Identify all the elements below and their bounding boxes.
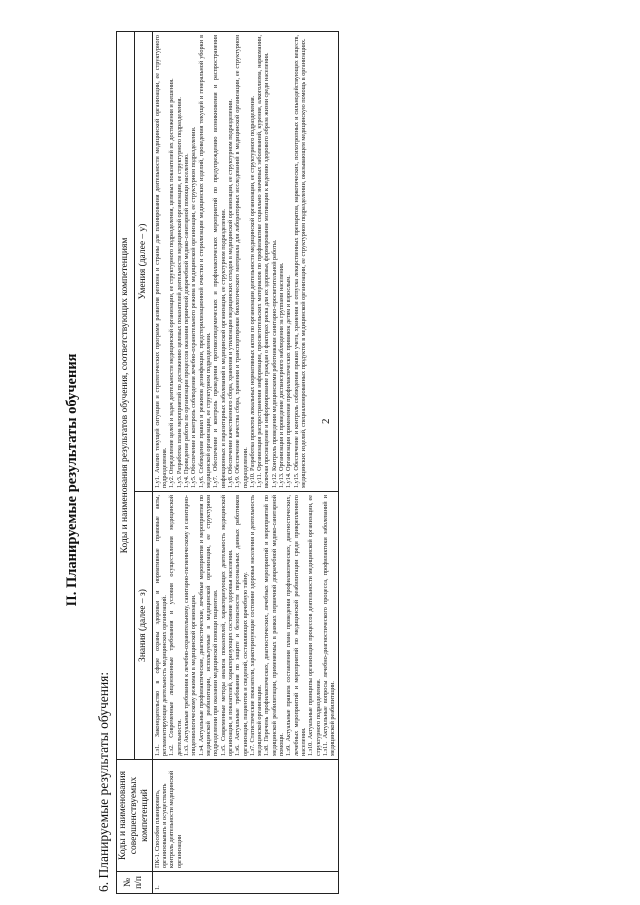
skill-item: 1.у9. Обеспечение качества сбора, хранения и транспортировки биологического материала для лабораторных исследований в медицинской организации, ее структурном подразделении. (234, 35, 249, 488)
knowledge-item: 1.з6. Актуальные требования по защите и безопасности персональных данных работников организации, пациентов и сведений, составляющих врачебную тайну. (234, 495, 249, 756)
skills-cell (152, 32, 338, 492)
knowledge-item: 1.з1. Законодательство в сфере охраны здоровья и нормативные правовые акты, регламентирующие деятельность медицинских организаций. (153, 495, 169, 756)
header-competence: Коды и наименования совершенствуемых компетенций (117, 760, 153, 872)
skill-item: 1.у11. Организация распространения информации, просветительских материалов по профилактике социально значимых заболеваний, курения, алкоголизма, наркомании, включая просвещение и информирование граждан о факторах риска для их здоровья, формирование мотивации к ведению здорового образа жизни среди населения. (256, 35, 271, 488)
skill-item: 1.у12. Контроль проведения медицинскими работниками санитарно-просветительной работы. (270, 239, 278, 488)
knowledge-item: 1.з3. Актуальные требования к лечебно-охранительному, санитарно-гигиеническому и санитарно-эпидемиологическому режимам в медицинской организации. (183, 495, 198, 756)
table-row (152, 32, 338, 894)
knowledge-cell (152, 492, 338, 760)
knowledge-item: 1.з4. Актуальные профилактические, диагностические, лечебные мероприятия и мероприятия по медицинской реабилитации, используемые в медицинской организации, ее структурном подразделении при оказании медицинской помощи пациентам. (197, 495, 220, 756)
section-title: II. Планируемые результаты обучения (64, 353, 80, 607)
skill-item: 1.у14. Организация применения профилактических прививок детям и взрослым. (285, 275, 293, 488)
subsection-title: 6. Планируемые результаты обучения: (96, 671, 111, 892)
skill-item: 1.у13. Организация и проведение диспансерного наблюдения за группами населения. (278, 262, 286, 488)
knowledge-item: 1.з5. Современные методы анализа показателей, характеризующих деятельность медицинской организации, и показателей, характеризующих состояние здоровья населения. (219, 495, 234, 756)
header-num: № п/п (117, 872, 153, 894)
skill-item: 1.у8. Обеспечение качественного сбора, хранения и утилизации медицинских отходов в медицинской организации, ее структурном подразделении. (226, 99, 234, 488)
header-results-group: Коды и наименования результатов обучения, соответствующих компетенциям (117, 32, 135, 760)
page-number: 2 (320, 418, 332, 424)
knowledge-item: 1.з11. Актуальные вопросы лечебно-диагностического процесса, профилактики заболеваний и медицинской реабилитации. (321, 495, 337, 756)
learning-outcomes-table (116, 31, 339, 894)
skill-item: 1.у6. Соблюдение правил и режимов дезинфекции, предстерилизационной очистки и стерилизации медицинских изделий, проведения текущей и генеральной уборки в медицинской организации, ее структурном подразделении. (197, 35, 212, 488)
rotated-page-content (64, 20, 584, 900)
skill-item: 1.у2. Определение целей и задач деятельности медицинской организации, ее структурного подразделения, целевых показателей их достижения и решения. (168, 78, 176, 488)
skill-item: 1.у4. Проведение работы по организации процессов оказания первичной доврачебной медико-санитарной помощи населению. (183, 153, 191, 488)
skill-item: 1.у5. Обеспечение и контроль соблюдения лечебно-охранительного режима в медицинской организации, ее структурном подразделении. (190, 126, 198, 488)
skill-item: 1.у3. Разработка плана мероприятий по достижению целевых показателей деятельности медицинской организации, ее структурного подразделения. (175, 97, 183, 488)
knowledge-item: 1.з7. Статистические показатели, характеризующие состояние здоровья населения и деятельность медицинской организации. (248, 495, 264, 756)
skill-item: 1.у7. Обеспечение и контроль проведения противоэпидемических и профилактических мероприятий по предупреждению возникновения и распространения инфекционных и паразитарных заболеваний в медицинской организации, ее структурном подразделении. (212, 35, 227, 488)
header-skills: Умения (далее – у) (134, 32, 152, 492)
skill-item: 1.у1. Анализ текущей ситуации и стратегических программ развития региона и страны для планирования деятельности медицинской организации, ее структурного подразделения. (153, 35, 169, 488)
knowledge-item: 1.з10. Актуальные принципы организации процессов деятельности медицинской организации, ее структурного подразделения. (307, 495, 322, 756)
skill-item: 1.у15. Обеспечение и контроль соблюдения правил учета, хранения и отпуска лекарственных препаратов, наркотических, психотропных и сильнодействующих веществ, медицинских изделий, специализированных продуктов в медицинской организации, ее структурном подразделении, оказывающем медицинскую помощь в организациях. (292, 35, 308, 488)
knowledge-item: 1.з8. Перечень профилактических, диагностических, лечебных мероприятий и мероприятий по медицинской реабилитации, применяемых в рамках первичной доврачебной медико-санитарной помощи. (263, 495, 286, 756)
row-number: 1. (152, 872, 338, 894)
knowledge-item: 1.з9. Актуальные правила составления плана проведения профилактических, диагностических, лечебных мероприятий и мероприятий по медицинской реабилитации среди прикрепленного населения. (285, 495, 308, 756)
header-knowledge: Знания (далее – з) (134, 492, 152, 760)
skill-item: 1.у10. Разработка проектов локальных нормативных актов по организации деятельности медицинской организации, ее структурного подразделения. (248, 95, 256, 488)
competence-cell: ПК-1. Способен планировать, организовывать и осуществлять контроль деятельности медицинской организации (152, 760, 338, 872)
knowledge-item: 1.з2. Современные лицензионные требования и условия осуществления медицинской деятельности. (168, 495, 183, 756)
